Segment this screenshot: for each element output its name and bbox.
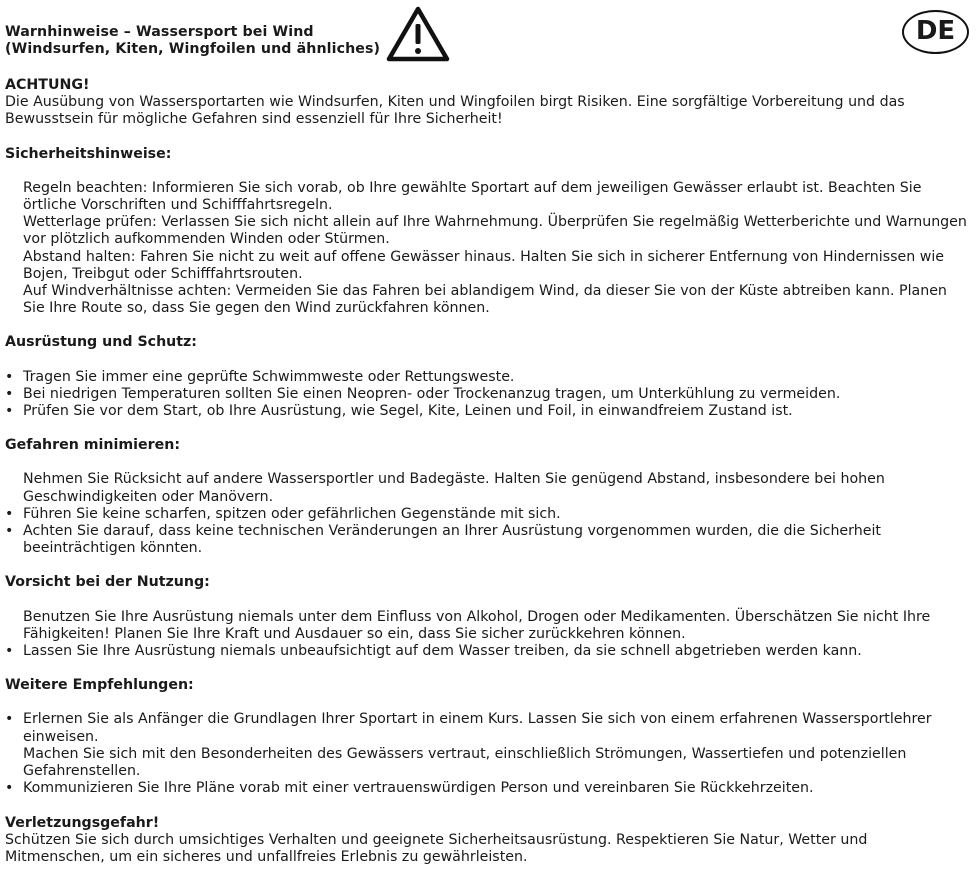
- footer-heading: Verletzungsgefahr!: [5, 814, 160, 831]
- intro-heading: ACHTUNG!: [5, 77, 90, 93]
- text-item: Auf Windverhältnisse achten: Vermeiden Sie das Fahren bei ablandigem Wind, da dieser Sie von der Küste abtreiben kann. Planen Sie Ihre Route so, dass Sie gegen den Wind zurückfahren können.: [23, 283, 947, 317]
- text-item: Machen Sie sich mit den Besonderheiten des Gewässers vertraut, einschließlich Strömungen, Wassertiefen und potenziellen Gefahrenstellen.: [23, 745, 907, 780]
- section-heading: Sicherheitshinweise:: [5, 145, 172, 162]
- text-item: Nehmen Sie Rücksicht auf andere Wassersportler und Badegäste. Halten Sie genügend Abstand, insbesondere bei hohen Geschwindigkeiten oder Manövern.: [23, 471, 885, 505]
- bullet-item: • Kommunizieren Sie Ihre Pläne vorab mit einer vertrauenswürdigen Person und vereinbaren Sie Rückkehrzeiten.: [5, 780, 971, 797]
- document: [5, 16, 971, 866]
- sections: [5, 129, 971, 798]
- bullet-item: • Erlernen Sie als Anfänger die Grundlagen Ihrer Sportart in einem Kurs. Lassen Sie sich von einem erfahrenen Wassersportlehrer einweisen.: [5, 711, 971, 745]
- intro-text: Die Ausübung von Wassersportarten wie Windsurfen, Kiten und Wingfoilen birgt Risiken. Eine sorgfältige Vorbereitung und das Bewusstsein für mögliche Gefahren sind essenziell für Ihre Sicherheit!: [5, 94, 905, 128]
- text-item: Benutzen Sie Ihre Ausrüstung niemals unter dem Einfluss von Alkohol, Drogen oder Medikamenten. Überschätzen Sie nicht Ihre Fähigkeiten! Planen Sie Ihre Kraft und Ausdauer so ein, dass Sie sicher zurückkehren können.: [23, 608, 931, 642]
- text-item: Wetterlage prüfen: Verlassen Sie sich nicht allein auf Ihre Wahrnehmung. Überprüfen Sie regelmäßig Wetterberichte und Warnungen vor plötzlich aufkommenden Winden oder Stürmen.: [23, 214, 967, 248]
- bullet-item: • Prüfen Sie vor dem Start, ob Ihre Ausrüstung, wie Segel, Kite, Leinen und Foil, in einwandfreiem Zustand ist.: [5, 403, 971, 420]
- section-heading: Vorsicht bei der Nutzung:: [5, 574, 210, 591]
- bullet-item: • Führen Sie keine scharfen, spitzen oder gefährlichen Gegenstände mit sich.: [5, 506, 971, 523]
- section-heading: Gefahren minimieren:: [5, 437, 181, 454]
- bullet-item: • Bei niedrigen Temperaturen sollten Sie einen Neopren- oder Trockenanzug tragen, um Unterkühlung zu vermeiden.: [5, 386, 971, 403]
- bullet-item: • Tragen Sie immer eine geprüfte Schwimmweste oder Rettungsweste.: [5, 369, 971, 386]
- bullet-item: • Lassen Sie Ihre Ausrüstung niemals unbeaufsichtigt auf dem Wasser treiben, da sie schnell abgetrieben werden kann.: [5, 643, 971, 660]
- page-title-line-2: (Windsurfen, Kiten, Wingfoilen und ähnliches): [5, 41, 381, 58]
- text-item: Regeln beachten: Informieren Sie sich vorab, ob Ihre gewählte Sportart auf dem jeweiligen Gewässer erlaubt ist. Beachten Sie örtliche Vorschriften und Schifffahrtsregeln.: [23, 179, 922, 214]
- document-header: [5, 16, 971, 60]
- footer-text: Schützen Sie sich durch umsichtiges Verhalten und geeignete Sicherheitsausrüstung. Respektieren Sie Natur, Wetter und Mitmenschen, um ein sicheres und unfallfreies Erlebnis zu gewährleisten.: [5, 831, 868, 865]
- language-badge: DE: [902, 10, 969, 54]
- bullet-item: • Achten Sie darauf, dass keine technischen Veränderungen an Ihrer Ausrüstung vorgenommen wurden, die die Sicherheit beeinträchtigen könnten.: [5, 523, 971, 557]
- page-title-line-1: Warnhinweise – Wassersport bei Wind: [5, 24, 314, 40]
- section-heading: Ausrüstung und Schutz:: [5, 334, 197, 351]
- text-item: Abstand halten: Fahren Sie nicht zu weit auf offene Gewässer hinaus. Halten Sie sich in sicherer Entfernung von Hindernissen wie Bojen, Treibgut oder Schifffahrtsrouten.: [23, 248, 944, 282]
- warning-triangle-icon: [386, 6, 450, 62]
- section-heading: Weitere Empfehlungen:: [5, 677, 194, 694]
